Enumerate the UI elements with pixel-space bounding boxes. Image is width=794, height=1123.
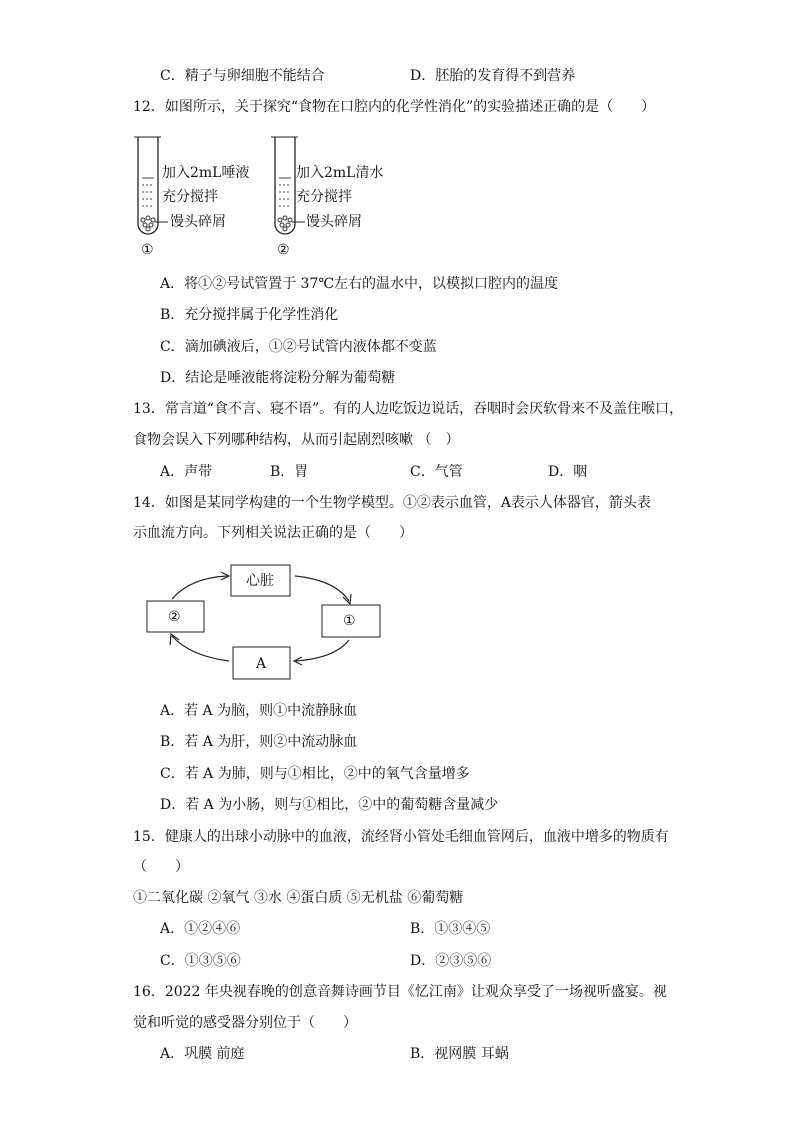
q15-stem-line2: （ ） xyxy=(133,859,189,875)
q15-stem-line1: 15．健康人的出球小动脉中的血液，流经肾小管处毛细血管网后，血液中增多的物质有 xyxy=(133,829,669,845)
q15-option-b: B．①③④⑤ xyxy=(410,921,491,937)
q14-stem-line2: 示血流方向。下列相关说法正确的是（ ） xyxy=(133,525,413,541)
tube2-label-add-water: 加入2mL清水 xyxy=(296,165,384,181)
q16-option-a: A．巩膜 前庭 xyxy=(160,1046,245,1062)
diagram-box-organ-a: A xyxy=(256,656,267,672)
q13-option-d: D．咽 xyxy=(548,464,588,480)
q14-option-b: B．若 A 为肝，则②中流动脉血 xyxy=(160,734,358,750)
q12-option-b: B．充分搅拌属于化学性消化 xyxy=(160,307,339,323)
tube1-number: ① xyxy=(141,242,154,258)
q12-option-a: A．将①②号试管置于 37℃左右的温水中，以模拟口腔内的温度 xyxy=(160,276,559,292)
q13-stem-line1: 13．常言道“食不言、寝不语”。有的人边吃饭边说话，吞咽时会厌软骨来不及盖住喉口， xyxy=(133,401,684,417)
tube2-label-stir: 充分搅拌 xyxy=(296,189,352,205)
tube1-label-bread: 馒头碎屑 xyxy=(170,214,226,230)
q13-option-b: B．胃 xyxy=(270,464,309,480)
q15-items: ①二氧化碳 ②氧气 ③水 ④蛋白质 ⑤无机盐 ⑥葡萄糖 xyxy=(133,890,464,906)
q14-option-a: A．若 A 为脑，则①中流静脉血 xyxy=(160,703,358,719)
q11-option-c: C．精子与卵细胞不能结合 xyxy=(160,68,325,84)
q16-stem-line1: 16．2022 年央视春晚的创意音舞诗画节目《忆江南》让观众享受了一场视听盛宴。视 xyxy=(133,984,667,1000)
q15-option-a: A．①②④⑥ xyxy=(160,921,241,937)
q14-option-c: C．若 A 为肺，则与①相比，②中的氧气含量增多 xyxy=(160,766,470,782)
q15-option-d: D．②③⑤⑥ xyxy=(410,953,492,969)
tube1-label-stir: 充分搅拌 xyxy=(162,189,218,205)
q12-option-d: D．结论是唾液能将淀粉分解为葡萄糖 xyxy=(160,370,396,386)
diagram-box-vessel-1: ① xyxy=(343,613,356,629)
q13-option-a: A．声带 xyxy=(160,464,213,480)
q12-stem: 12．如图所示，关于探究“食物在口腔内的化学性消化”的实验描述正确的是（ ） xyxy=(133,99,656,115)
q16-stem-line2: 觉和听觉的感受器分别位于（ ） xyxy=(133,1015,357,1031)
tube2-label-bread: 馒头碎屑 xyxy=(306,214,362,230)
q13-stem-line2: 食物会误入下列哪种结构，从而引起剧烈咳嗽 （ ） xyxy=(133,432,460,448)
test-tube-2 xyxy=(271,137,305,234)
q12-option-c: C．滴加碘液后，①②号试管内液体都不变蓝 xyxy=(160,339,437,355)
q15-option-c: C．①③⑤⑥ xyxy=(160,953,241,969)
test-tube-1 xyxy=(134,137,168,234)
q14-option-d: D．若 A 为小肠，则与①相比，②中的葡萄糖含量减少 xyxy=(160,797,499,813)
diagram-box-vessel-2: ② xyxy=(168,609,181,625)
tube1-label-add-saliva: 加入2mL唾液 xyxy=(162,165,250,181)
q13-option-c: C．气管 xyxy=(410,464,463,480)
q11-option-d: D．胚胎的发育得不到营养 xyxy=(410,68,576,84)
q16-option-b: B．视网膜 耳蜗 xyxy=(410,1046,509,1062)
tube2-number: ② xyxy=(277,242,290,258)
diagram-box-heart: 心脏 xyxy=(246,573,274,589)
q14-stem-line1: 14．如图是某同学构建的一个生物学模型。①②表示血管，A表示人体器官，箭头表 xyxy=(133,495,651,511)
